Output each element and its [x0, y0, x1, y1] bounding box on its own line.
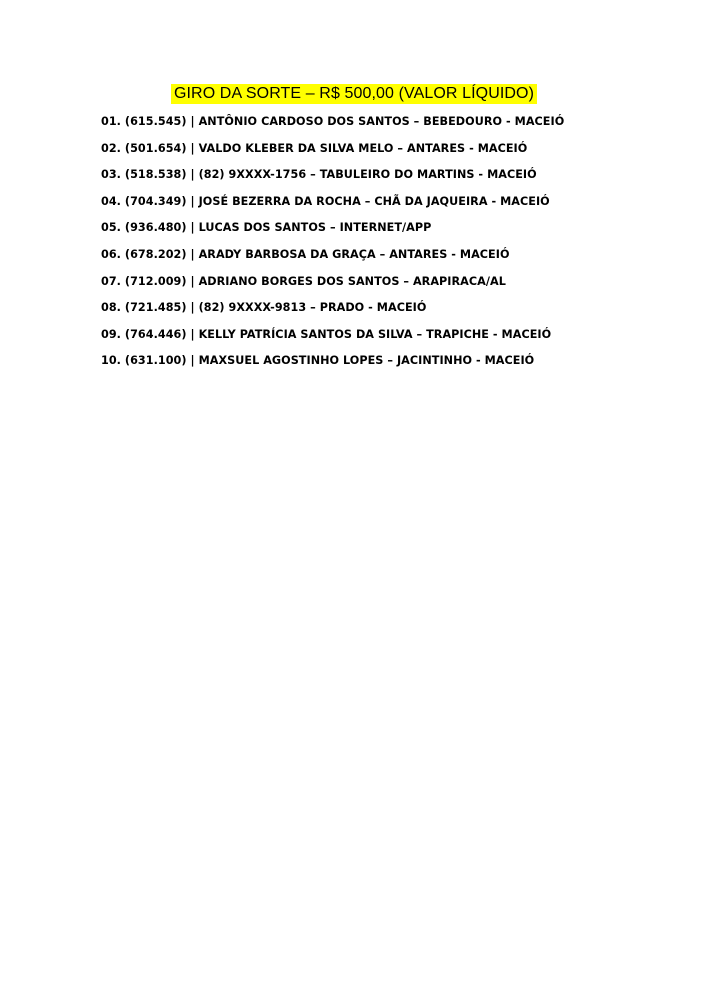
list-item: 06. (678.202) | ARADY BARBOSA DA GRAÇA – ANTARES - MACEIÓ	[101, 247, 510, 261]
list-item: 07. (712.009) | ADRIANO BORGES DOS SANTOS – ARAPIRACA/AL	[101, 274, 506, 288]
list-item: 05. (936.480) | LUCAS DOS SANTOS – INTERNET/APP	[101, 221, 432, 235]
title-wrapper	[0, 84, 708, 104]
winners-list	[101, 113, 564, 379]
list-item: 03. (518.538) | (82) 9XXXX-1756 – TABULEIRO DO MARTINS - MACEIÓ	[101, 168, 537, 182]
list-item: 08. (721.485) | (82) 9XXXX-9813 – PRADO - MACEIÓ	[101, 301, 427, 315]
list-item: 01. (615.545) | ANTÔNIO CARDOSO DOS SANTOS – BEBEDOURO - MACEIÓ	[101, 115, 565, 128]
document-title: GIRO DA SORTE – R$ 500,00 (VALOR LÍQUIDO)	[171, 84, 537, 104]
list-item: 10. (631.100) | MAXSUEL AGOSTINHO LOPES – JACINTINHO - MACEIÓ	[101, 354, 535, 368]
list-item: 04. (704.349) | JOSÉ BEZERRA DA ROCHA – CHÃ DA JAQUEIRA - MACEIÓ	[101, 194, 550, 208]
list-item: 09. (764.446) | KELLY PATRÍCIA SANTOS DA SILVA – TRAPICHE - MACEIÓ	[101, 327, 552, 341]
list-item: 02. (501.654) | VALDO KLEBER DA SILVA MELO – ANTARES - MACEIÓ	[101, 141, 528, 155]
